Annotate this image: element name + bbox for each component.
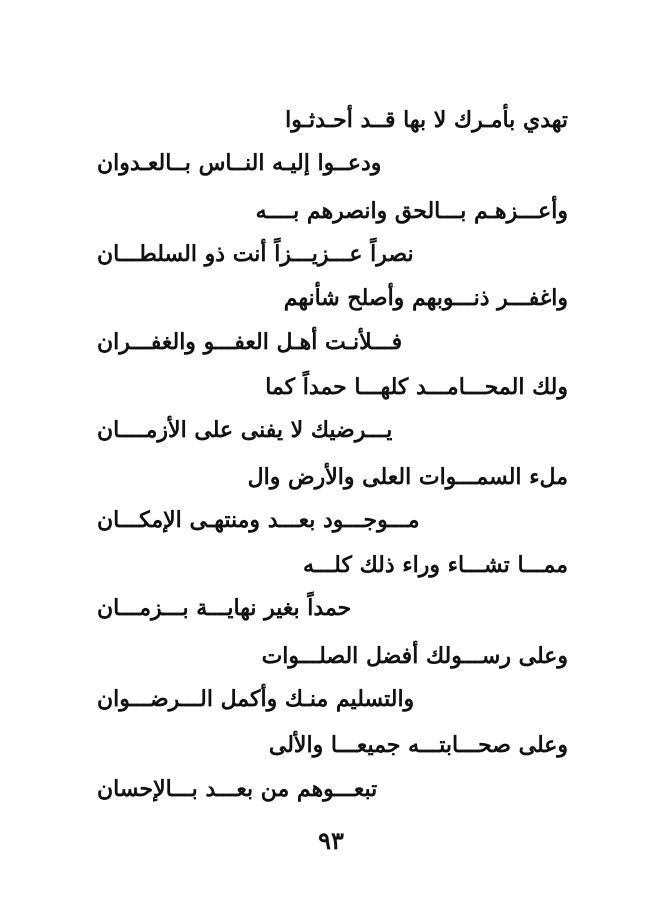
verse-line-2: ودعــوا إليـه النــاس بــالعـدوان: [97, 150, 382, 176]
page-number: ٩٣: [318, 826, 344, 855]
verse-line-14: والتسليم منـك وأكمل الـــرضـــوان: [97, 686, 415, 712]
verse-line-1: تهدي بأمـرك لا بها قــد أحـدثـوا: [285, 107, 568, 133]
verse-line-4: نصراً عـــزيـــزاً أنت ذو السلطـــان: [97, 241, 414, 267]
verse-line-15: وعلى صحـــابتـــه جميعـــا والألى: [268, 732, 568, 758]
verse-line-13: وعلى رســـولك أفضل الصلـــوات: [261, 643, 568, 669]
verse-line-12: حمداً بغير نهايـــة بـــزمـــان: [97, 595, 352, 621]
verse-line-10: مـــوجـــود بعـــد ومنتهـى الإمكـــان: [97, 507, 420, 533]
verse-line-7: ولك المحـــامـــد كلهـــا حمداً كما: [265, 374, 568, 400]
verse-line-6: فـــلأنـت أهـل العفـــو والغفـــران: [97, 329, 403, 355]
verse-line-3: وأعـــزهـم بـــالحق وانصرهم بــــه: [255, 198, 568, 224]
verse-line-9: ملء السمـــوات العلى والأرض وال: [247, 464, 568, 490]
verse-line-16: تبعـــوهم من بعـــد بـــالإحسان: [97, 776, 378, 802]
verse-line-5: واغفـــر ذنـــوبهم وأصلح شأنهم: [283, 285, 568, 311]
verse-line-8: يـــرضيك لا يفنى على الأزمــــان: [97, 417, 393, 443]
verse-line-11: ممـــا تشـــاء وراء ذلك كلـــه: [303, 552, 568, 578]
